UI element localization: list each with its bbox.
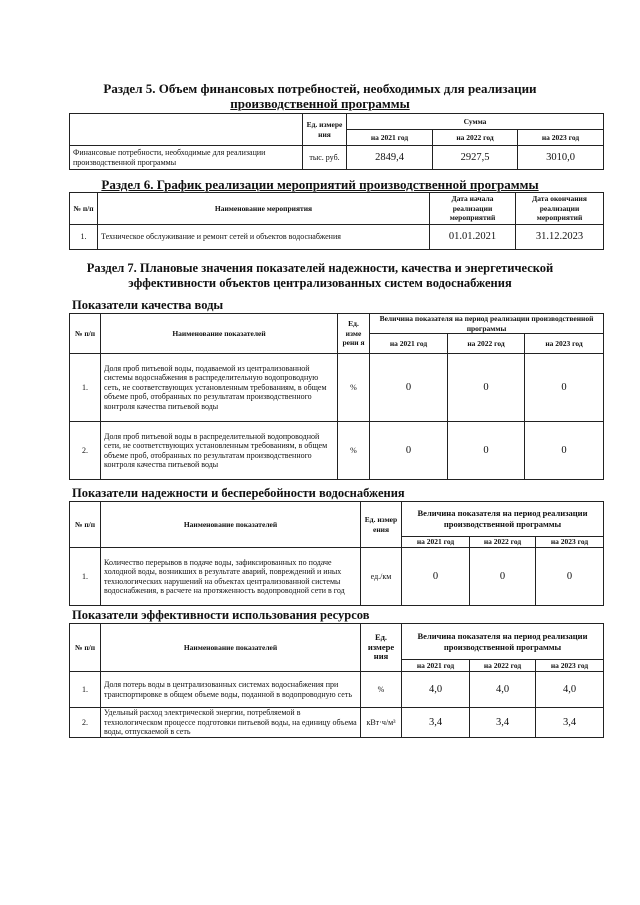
e-year-2023: на 2023 год bbox=[536, 660, 604, 672]
table-row: 2. Доля проб питьевой воды в распределительной водопроводной сети, не соответствующих установленным требованиям, в общем объеме проб, отобранных по результатам производственного контроля качества питьевой воды % 0 0 0 bbox=[70, 422, 604, 480]
s5-value-2021: 2849,4 bbox=[347, 146, 433, 170]
q-period-header: Величина показателя на период реализации производственной программы bbox=[370, 314, 604, 334]
q-year-2022: на 2022 год bbox=[448, 334, 525, 354]
section-5-table bbox=[69, 113, 604, 170]
efficiency-subtitle: Показатели эффективности использования ресурсов bbox=[72, 608, 370, 622]
s5-row-unit: тыс. руб. bbox=[303, 146, 347, 170]
reliability-subtitle: Показатели надежности и бесперебойности водоснабжения bbox=[72, 486, 405, 500]
efficiency-table bbox=[69, 623, 604, 738]
r-name-header: Наименование показателей bbox=[101, 502, 361, 548]
e-num-header: № п/п bbox=[70, 624, 101, 672]
q-year-2021: на 2021 год bbox=[370, 334, 448, 354]
s6-start-header: Дата начала реализации мероприятий bbox=[430, 193, 516, 225]
s6-row-end: 31.12.2023 bbox=[516, 225, 604, 250]
table-row: 2. Удельный расход электрической энергии, потребляемой в технологическом процессе подготовки питьевой воды, на единицу объема воды, отпускаемой в сеть кВт·ч/м³ 3,4 3,4 3,4 bbox=[70, 708, 604, 738]
q-name-header: Наименование показателей bbox=[101, 314, 338, 354]
s6-name-header: Наименование мероприятия bbox=[98, 193, 430, 225]
section-5-title: Раздел 5. Объем финансовых потребностей, необходимых для реализации производственной программы bbox=[103, 81, 537, 111]
reliability-table bbox=[69, 501, 604, 606]
section-6-table bbox=[69, 192, 604, 250]
e-unit-header: Ед. измере ния bbox=[361, 624, 402, 672]
e-name-header: Наименование показателей bbox=[101, 624, 361, 672]
e-year-2021: на 2021 год bbox=[402, 660, 470, 672]
s6-row-start: 01.01.2021 bbox=[430, 225, 516, 250]
q-num-header: № п/п bbox=[70, 314, 101, 354]
section-6-title: Раздел 6. График реализации мероприятий производственной программы bbox=[101, 177, 539, 192]
s5-year-2021: на 2021 год bbox=[347, 130, 433, 146]
r-period-header: Величина показателя на период реализации производственной программы bbox=[402, 502, 604, 537]
quality-subtitle: Показатели качества воды bbox=[72, 298, 224, 312]
s5-year-2023: на 2023 год bbox=[518, 130, 604, 146]
r-year-2023: на 2023 год bbox=[536, 537, 604, 548]
section-7-title: Раздел 7. Плановые значения показателей надежности, качества и энергетической эффективности объектов централизованных систем водоснабжения bbox=[86, 261, 554, 290]
s5-value-2023: 3010,0 bbox=[518, 146, 604, 170]
s5-row-name: Финансовые потребности, необходимые для реализации производственной программы bbox=[70, 146, 303, 170]
table-row: 1. Количество перерывов в подаче воды, зафиксированных по подаче холодной воды, возникших в результате аварий, повреждений и иных технологических нарушений на объектах централизованной системы водоснабжения, в расчете на протяженность водопроводной сети в год ед./км 0 0 0 bbox=[70, 548, 604, 606]
e-period-header: Величина показателя на период реализации производственной программы bbox=[402, 624, 604, 660]
s5-value-2022: 2927,5 bbox=[433, 146, 518, 170]
table-row: 1. Доля проб питьевой воды, подаваемой из централизованной системы водоснабжения в распределительную водопроводную сеть, не соответствующих установленным требованиям, в общем объеме проб, отобранных по результатам производственного контроля качества питьевой воды % 0 0 0 bbox=[70, 354, 604, 422]
e-year-2022: на 2022 год bbox=[470, 660, 536, 672]
s5-sum-header: Сумма bbox=[347, 114, 604, 130]
s5-unit-header: Ед. измере ния bbox=[303, 114, 347, 146]
r-year-2021: на 2021 год bbox=[402, 537, 470, 548]
q-unit-header: Ед. изме рени я bbox=[338, 314, 370, 354]
r-year-2022: на 2022 год bbox=[470, 537, 536, 548]
quality-table bbox=[69, 313, 604, 480]
q-year-2023: на 2023 год bbox=[525, 334, 604, 354]
table-row: 1. Доля потерь воды в централизованных системах водоснабжения при транспортировке в общем объеме воды, поданной в водопроводную сеть % 4,0 4,0 4,0 bbox=[70, 672, 604, 708]
s6-end-header: Дата окончания реализации мероприятий bbox=[516, 193, 604, 225]
r-num-header: № п/п bbox=[70, 502, 101, 548]
s6-row-num: 1. bbox=[70, 225, 98, 250]
s6-row-name: Техническое обслуживание и ремонт сетей и объектов водоснабжения bbox=[98, 225, 430, 250]
s6-num-header: № п/п bbox=[70, 193, 98, 225]
s5-year-2022: на 2022 год bbox=[433, 130, 518, 146]
r-unit-header: Ед. измер ения bbox=[361, 502, 402, 548]
